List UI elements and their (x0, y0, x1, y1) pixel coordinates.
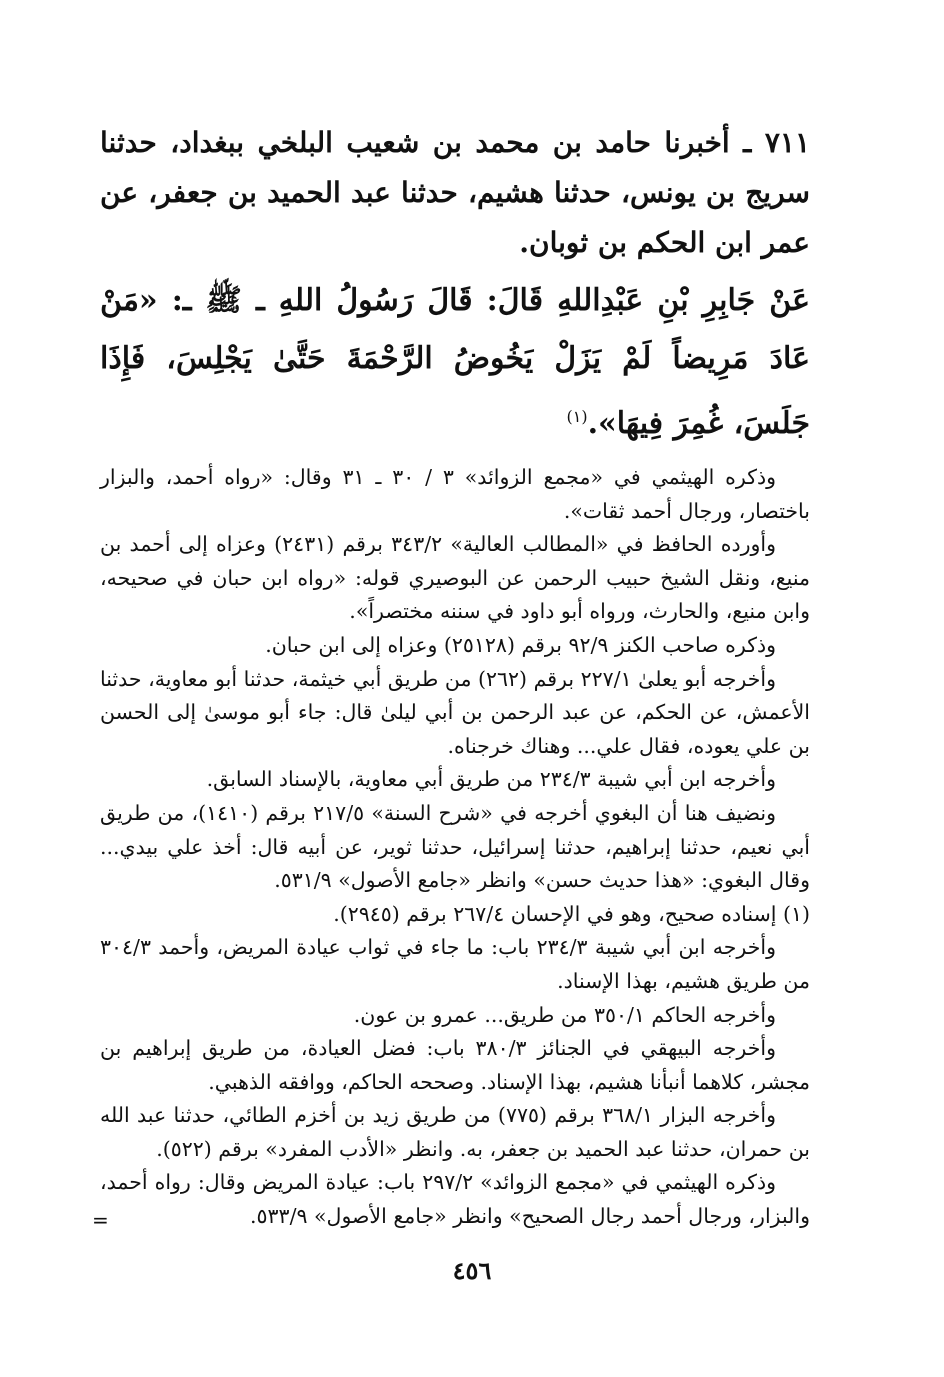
hadith-text (100, 272, 810, 453)
footnote-paragraph: وأخرجه البيهقي في الجنائز ٣٨٠/٣ باب: فضل العيادة، من طريق إبراهيم بن مجشر، كلاهما أنبأنا هشيم، بهذا الإسناد. وصححه الحاكم، ووافقه الذهبي. (100, 1036, 810, 1094)
footnote: (١) إسناده صحيح، وهو في الإحسان ٢٦٧/٤ برقم (٢٩٤٥). (333, 901, 810, 926)
footnote-paragraph: وذكره الهيثمي في «مجمع الزوائد» ٢٩٧/٢ باب: عيادة المريض وقال: رواه أحمد، والبزار، ورجال أحمد رجال الصحيح» وانظر «جامع الأصول» ٥٣٣/٩. (100, 1170, 810, 1229)
hadith-chain: ٧١١ ـ أخبرنا حامد بن محمد بن شعيب البلخي ببغداد، حدثنا سريج بن يونس، حدثنا هشيم، حدثنا عبد الحميد بن جعفر، عن عمر ابن الحكم بن ثوبان. (100, 126, 810, 259)
note-paragraph: ونضيف هنا أن البغوي أخرجه في «شرح السنة» ٢١٧/٥ برقم (١٤١٠)، من طريق أبي نعيم، حدثنا إبراهيم، حدثنا إسرائيل، حدثنا ثوير، عن أبيه قال: أخذ علي بيدي... وقال البغوي: «هذا حديث حسن» وانظر «جامع الأصول» ٥٣١/٩. (100, 800, 810, 893)
note-paragraph: وأورده الحافظ في «المطالب العالية» ٣٤٣/٢ برقم (٢٤٣١) وعزاه إلى أحمد بن منيع، ونقل الشيخ حبيب الرحمن عن البوصيري قوله: «رواه ابن حبان في صحيحه، وابن منيع، والحارث، ورواه أبو داود في سننه مختصراً». (100, 532, 810, 624)
note-paragraph: وأخرجه ابن أبي شيبة ٢٣٤/٣ من طريق أبي معاوية، بالإسناد السابق. (206, 767, 776, 792)
footnote-paragraph: وأخرجه الحاكم ٣٥٠/١ من طريق... عمرو بن عون. (353, 1002, 776, 1027)
page-number: ٤٥٦ (452, 1256, 492, 1285)
note-paragraph: وذكره الهيثمي في «مجمع الزوائد» ٣ / ٣٠ ـ ٣١ وقال: «رواه أحمد، والبزار باختصار، ورجال أحمد ثقات». (100, 465, 810, 523)
footnote-reference[interactable]: (١) (566, 407, 588, 426)
note-paragraph: وذكره صاحب الكنز ٩٢/٩ برقم (٢٥١٢٨) وعزاه إلى ابن حبان. (265, 632, 776, 657)
note-paragraph: وأخرجه أبو يعلىٰ ٢٢٧/١ برقم (٢٦٢) من طريق أبي خيثمة، حدثنا أبو معاوية، حدثنا الأعمش، عن الحكم، عن عبد الرحمن بن أبي ليلىٰ قال: جاء أبو موسىٰ إلى الحسن بن علي يعوده، فقال علي... وهناك خرجناه. (100, 666, 810, 758)
footnote-paragraph: وأخرجه ابن أبي شيبة ٢٣٤/٣ باب: ما جاء في ثواب عيادة المريض، وأحمد ٣٠٤/٣ من طريق هشيم، بهذا الإسناد. (100, 935, 810, 993)
footnote-paragraph: وأخرجه البزار ٣٦٨/١ برقم (٧٧٥) من طريق زيد بن أخزم الطائي، حدثنا عبد الله بن حمران، حدثنا عبد الحميد بن جعفر، به. وانظر «الأدب المفرد» برقم (٥٢٢). (100, 1103, 810, 1161)
page-body (100, 118, 810, 1234)
hadith-matn: عَنْ جَابِرِ بْنِ عَبْدِاللهِ قَالَ: قَالَ رَسُولُ اللهِ ـ ﷺ ـ: «مَنْ عَادَ مَرِيضاً لَمْ يَزَلْ يَخُوضُ الرَّحْمَةَ حَتَّىٰ يَجْلِسَ، فَإِذَا جَلَسَ، غُمِرَ فِيهَا». (100, 283, 810, 441)
commentary (100, 461, 810, 1234)
continuation-mark: = (92, 1208, 109, 1232)
